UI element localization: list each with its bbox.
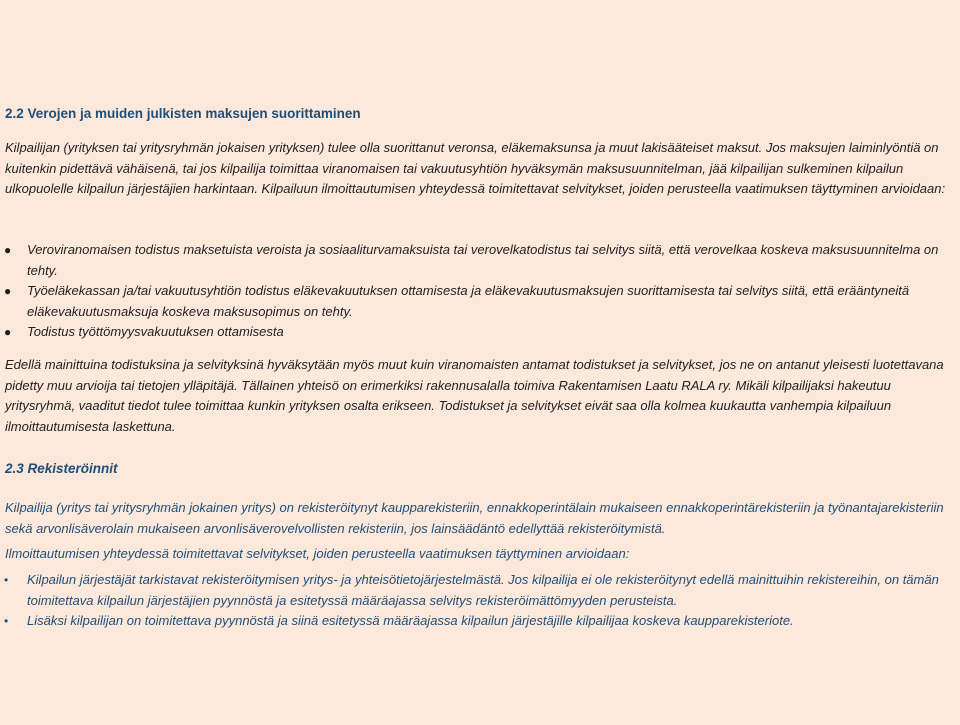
- section-2-3-paragraph-2: Ilmoittautumisen yhteydessä toimitettavat selvitykset, joiden perusteella vaatimuksen täyttyminen arvioidaan:: [5, 546, 630, 561]
- list-item: [0, 611, 955, 632]
- list-item-text: Kilpailun järjestäjät tarkistavat rekisteröitymisen yritys- ja yhteisötietojärjestelmästä. Jos kilpailija ei ole rekisteröitynyt edellä mainittuihin rekistereihin, on tämän toimitettava kilpailun järjestäjien pyynnöstä ja esitetyssä määräajassa selvitys rekisteröimättömyyden perusteista.: [27, 572, 939, 608]
- list-item-text: Todistus työttömyysvakuutuksen ottamisesta: [27, 324, 284, 340]
- section-2-3-bullet-list: [0, 570, 955, 632]
- section-2-2-bullet-list: [0, 240, 955, 343]
- section-2-2-paragraph-2: Edellä mainittuina todistuksina ja selvityksinä hyväksytään myös muut kuin viranomaisten antamat todistukset ja selvitykset, jos ne on antanut yleisesti luotettavana pidetty muu arvioija tai tietojen ylläpitäjä. Tällainen yhteisö on erimerkiksi rakennusalalla toimiva Rakentamisen Laatu RALA ry. Mikäli kilpailijaksi hakeutuu yritysryhmä, vaaditut tiedot tulee toimittaa kunkin yrityksen osalta erikseen. Todistukset ja selvitykset eivät saa olla kolmea kuukautta vanhempia kilpailuun ilmoittautumisesta laskettuna.: [5, 357, 944, 434]
- list-item-text: Veroviranomaisen todistus maksetuista veroista ja sosiaaliturvamaksuista tai verovelkatodistus tai selvitys siitä, että verovelkaa koskeva maksusuunnitelma on tehty.: [27, 242, 939, 278]
- bullet-icon: •: [4, 573, 9, 587]
- bullet-icon: ●: [4, 243, 12, 257]
- list-item-text: Lisäksi kilpailijan on toimitettava pyynnöstä ja siinä esitetyssä määräajassa kilpailun järjestäjille kilpailijaa koskeva kaupparekisteriote.: [27, 613, 794, 629]
- section-2-2-paragraph-1: Kilpailijan (yrityksen tai yritysryhmän jokaisen yrityksen) tulee olla suorittanut veronsa, eläkemaksunsa ja muut lakisääteiset maksut. Jos maksujen laiminlyöntiä on kuitenkin pidettävä vähäisenä, tai jos kilpailija toimittaa viranomaisen tai vakuutusyhtiön hyväksymän maksusuunnitelman, jää kilpailijan sulkeminen kilpailun ulkopuolelle kilpailun järjestäjien harkintaan. Kilpailuun ilmoittautumisen yhteydessä toimitettavat selvitykset, joiden perusteella vaatimuksen täyttyminen arvioidaan:: [5, 140, 946, 197]
- bullet-icon: ●: [4, 284, 12, 299]
- section-2-3-paragraph-1: Kilpailija (yritys tai yritysryhmän jokainen yritys) on rekisteröitynyt kaupparekisteriin, ennakkoperintälain mukaiseen ennakkoperintärekisteriin ja työnantajarekisteriin sekä arvonlisäverolain mukaiseen arvonlisäverovelvollisten rekisteriin, jos lainsäädäntö edellyttää rekisteröitymistä.: [5, 500, 944, 536]
- list-item: [0, 322, 955, 343]
- list-item: [0, 240, 955, 281]
- bullet-icon: •: [4, 614, 9, 629]
- bullet-icon: ●: [4, 325, 12, 340]
- section-2-2-heading: 2.2 Verojen ja muiden julkisten maksujen suorittaminen: [5, 106, 361, 121]
- list-item: [0, 570, 955, 611]
- list-item-text: Työeläkekassan ja/tai vakuutusyhtiön todistus eläkevakuutuksen ottamisesta ja eläkevakuutusmaksujen suorittamisesta tai selvitys siitä, että erääntyneitä eläkevakuutusmaksuja koskeva maksusopimus on tehty.: [27, 283, 910, 319]
- list-item: [0, 281, 955, 322]
- section-2-3-heading: 2.3 Rekisteröinnit: [5, 461, 118, 476]
